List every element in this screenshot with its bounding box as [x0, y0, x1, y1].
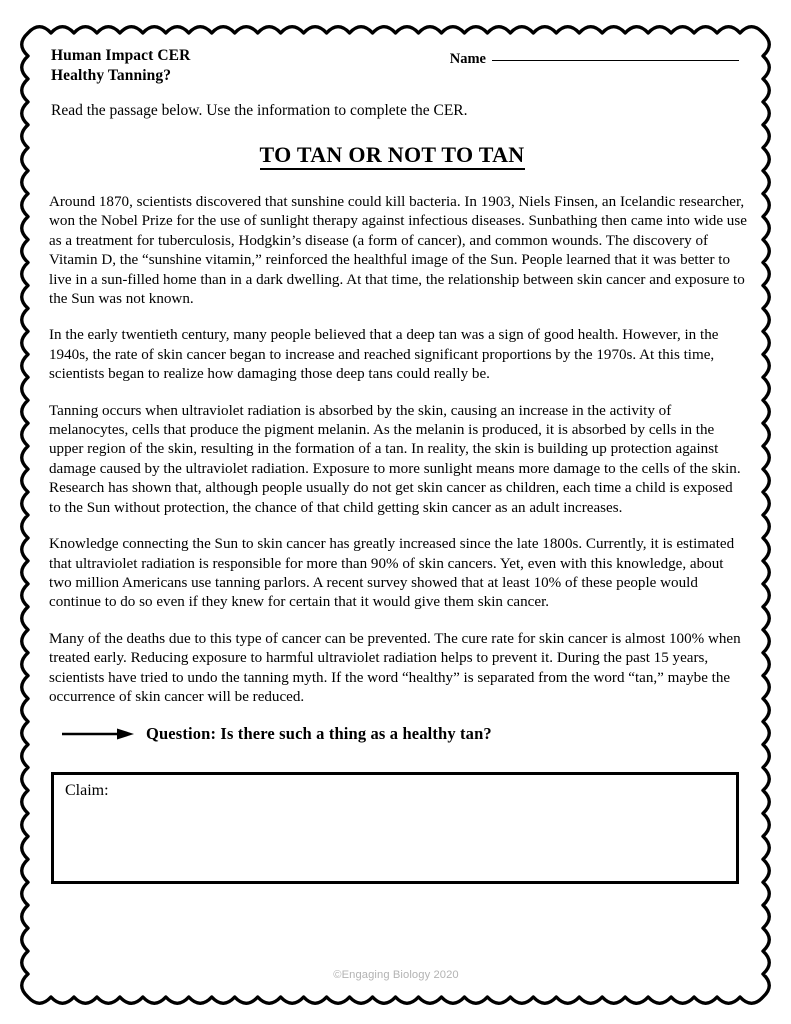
- name-label: Name: [449, 51, 486, 67]
- page-title: [51, 46, 190, 85]
- name-input[interactable]: [492, 59, 739, 61]
- claim-answer-box[interactable]: [51, 772, 739, 884]
- name-field-group: [450, 51, 739, 68]
- passage-paragraph: Around 1870, scientists discovered that sunshine could kill bacteria. In 1903, Niels Finsen, an Icelandic researcher, won the Nobel Prize for the use of sunlight therapy against infectious diseases. Sunbathing then came into wide use as a treatment for tuberculosis, Hodgkin’s disease (a form of cancer), and common wounds. The discovery of Vitamin D, the “sunshine vitamin,” reinforced the healthful image of the Sun. People learned that it was better to live in a sun-filled home than in a dark dwelling. At that time, the relationship between skin cancer and exposure to the Sun was not known.: [49, 194, 747, 308]
- claim-label: Claim:: [65, 782, 109, 800]
- page-header: [46, 40, 746, 88]
- passage-title-text: TO TAN OR NOT TO TAN: [260, 142, 525, 170]
- passage-paragraph: Many of the deaths due to this type of cancer can be prevented. The cure rate for skin cancer is almost 100% when treated early. Reducing exposure to harmful ultraviolet radiation helps to prevent it. During the past 15 years, scientists have tried to undo the tanning myth. If the word “healthy” is separated from the word “tan,” maybe the occurrence of skin cancer will be reduced.: [49, 630, 741, 705]
- page-title-line-2: Healthy Tanning?: [51, 66, 172, 84]
- question-row: [61, 724, 746, 744]
- instructions-text: Read the passage below. Use the information to complete the CER.: [51, 102, 468, 119]
- passage-paragraph: Tanning occurs when ultraviolet radiation is absorbed by the skin, causing an increase in the activity of melanocytes, cells that produce the pigment melanin. As the melanin is produced, it is absorbed by cells in the upper region of the skin, resulting in the formation of a tan. In reality, the skin is building up protection against damage caused by the ultraviolet radiation. Exposure to more sunlight means more damage to the cells of the skin. Research has shown that, although people usually do not get skin cancer as children, each time a child is exposed to the Sun without protection, the chance of that child getting skin cancer as an adult increases.: [49, 402, 741, 516]
- passage-paragraph: In the early twentieth century, many people believed that a deep tan was a sign of good health. However, in the 1940s, the rate of skin cancer began to increase and reached significant proportions by the 1970s. At this time, scientists began to realize how damaging those deep tans could really be.: [49, 327, 719, 383]
- passage-body: [49, 193, 747, 707]
- passage-title: [38, 142, 746, 168]
- worksheet-page: [46, 40, 746, 984]
- page-title-line-1: Human Impact CER: [51, 47, 191, 64]
- passage-paragraph: Knowledge connecting the Sun to skin cancer has greatly increased since the late 1800s. Currently, it is estimated that ultraviolet radiation is responsible for more than 90% of skin cancers. Yet, even with this knowledge, about two million Americans use tanning parlors. A recent survey showed that at least 10% of these people would continue to do so even if they knew for certain that it would give them skin cancer.: [49, 536, 735, 611]
- question-text: Question: Is there such a thing as a healthy tan?: [146, 724, 492, 744]
- copyright-footer: ©Engaging Biology 2020: [333, 969, 459, 981]
- right-arrow-icon: [61, 727, 135, 741]
